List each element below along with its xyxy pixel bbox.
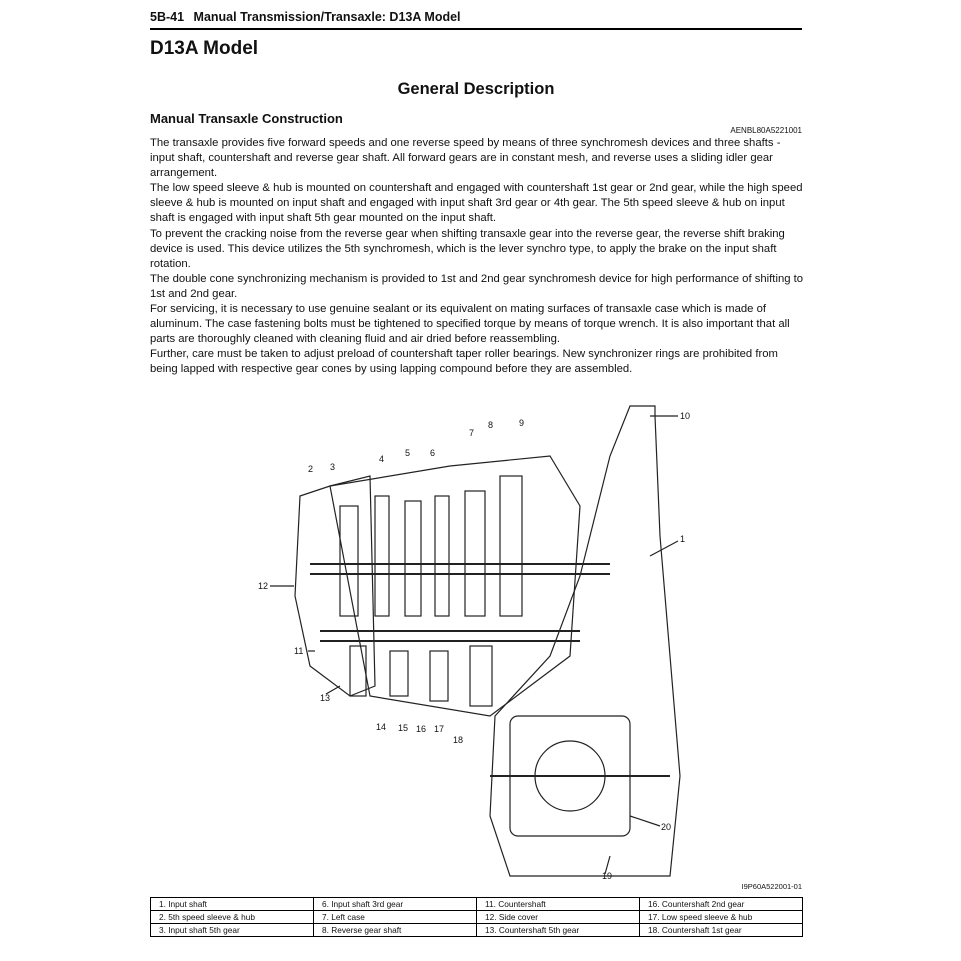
gear-counter-d <box>470 646 492 706</box>
callout-20: 20 <box>661 822 672 832</box>
table-row <box>151 898 803 911</box>
callout-4: 4 <box>379 454 385 464</box>
parts-legend-table <box>150 897 803 937</box>
callout-1: 1 <box>680 534 686 544</box>
model-title: D13A Model <box>150 38 259 59</box>
side-cover-outline <box>295 476 375 696</box>
callout-14: 14 <box>376 722 387 732</box>
callout-19: 19 <box>602 871 613 881</box>
legend-cell: 2. 5th speed sleeve & hub <box>151 911 314 924</box>
callout-16: 16 <box>416 724 427 734</box>
table-row <box>151 924 803 937</box>
table-row <box>151 911 803 924</box>
paragraph: The low speed sleeve & hub is mounted on countershaft and engaged with countershaft 1st gear or 2nd gear, while the high speed sleeve & hub is mounted on input shaft and engaged with input shaft 3rd gear or 4th gear. The 5th speed sleeve & hub on input shaft is engaged with input shaft 5th gear mounted on the input shaft. <box>150 182 803 225</box>
callout-6: 6 <box>430 448 436 458</box>
leader-1 <box>650 541 678 556</box>
gear-input-b <box>405 501 421 616</box>
section-title: General Description <box>397 80 555 98</box>
paragraph: To prevent the cracking noise from the reverse gear when shifting transaxle gear into the reverse gear, the reverse shift braking device is used. This device utilizes the 5th synchromesh, which is the lever synchro type, to apply the brake on the input shaft rotation. <box>150 227 785 270</box>
gear-input-c <box>435 496 449 616</box>
callout-10: 10 <box>680 411 691 421</box>
callout-3: 3 <box>330 462 336 472</box>
paragraph: For servicing, it is necessary to use genuine sealant or its equivalent on mating surfaces of transaxle case which is made of aluminum. The case fastening bolts must be tightened to specified torque by means of torque wrench. It is also important that all parts are thoroughly cleaned with cleaning fluid and air dried before reassembling. <box>150 303 790 346</box>
callout-13: 13 <box>320 693 331 703</box>
main-case-outline <box>330 456 580 716</box>
legend-cell: 12. Side cover <box>477 911 640 924</box>
legend-cell: 1. Input shaft <box>151 898 314 911</box>
header-title: Manual Transmission/Transaxle: D13A Model <box>193 10 461 24</box>
legend-cell: 16. Countershaft 2nd gear <box>640 898 803 911</box>
paragraph: The transaxle provides five forward speeds and one reverse speed by means of three synchromesh devices and three shafts - input shaft, countershaft and reverse gear shaft. All forward gears are in constant mesh, and reverse uses a sliding idler gear arrangement. <box>150 137 781 180</box>
callout-18: 18 <box>453 735 464 745</box>
gear-input-e <box>500 476 522 616</box>
gear-input-d <box>465 491 485 616</box>
subsection-title: Manual Transaxle Construction <box>150 111 343 126</box>
figure-id: I9P60A522001-01 <box>741 882 802 891</box>
legend-cell: 17. Low speed sleeve & hub <box>640 911 803 924</box>
transaxle-diagram <box>250 396 710 888</box>
callout-5: 5 <box>405 448 411 458</box>
callout-11: 11 <box>294 646 304 656</box>
gear-counter-c <box>430 651 448 701</box>
legend-cell: 7. Left case <box>314 911 477 924</box>
page-header <box>150 10 802 30</box>
callout-9: 9 <box>519 418 525 428</box>
gear-5th-input <box>340 506 358 616</box>
body-text <box>150 136 806 378</box>
legend-cell: 3. Input shaft 5th gear <box>151 924 314 937</box>
callout-2: 2 <box>308 464 314 474</box>
legend-cell: 8. Reverse gear shaft <box>314 924 477 937</box>
callout-12: 12 <box>258 581 269 591</box>
document-id: AENBL80A5221001 <box>730 126 802 135</box>
legend-cell: 13. Countershaft 5th gear <box>477 924 640 937</box>
callout-15: 15 <box>398 723 409 733</box>
paragraph: Further, care must be taken to adjust preload of countershaft taper roller bearings. New synchronizer rings are prohibited from being lapped with respective gear cones by using lapping compound before they are assembled. <box>150 348 778 376</box>
section-number: 5B-41 <box>150 10 185 24</box>
gear-counter-a <box>350 646 366 696</box>
legend-cell: 11. Countershaft <box>477 898 640 911</box>
transaxle-cross-section-figure <box>250 396 710 888</box>
paragraph: The double cone synchronizing mechanism is provided to 1st and 2nd gear synchromesh device for high performance of shifting to 1st and 2nd gear. <box>150 272 804 300</box>
callout-17: 17 <box>434 724 445 734</box>
callout-8: 8 <box>488 420 494 430</box>
legend-cell: 6. Input shaft 3rd gear <box>314 898 477 911</box>
gear-counter-b <box>390 651 408 696</box>
callout-7: 7 <box>469 428 475 438</box>
gear-input-a <box>375 496 389 616</box>
legend-cell: 18. Countershaft 1st gear <box>640 924 803 937</box>
leader-20 <box>630 816 660 826</box>
